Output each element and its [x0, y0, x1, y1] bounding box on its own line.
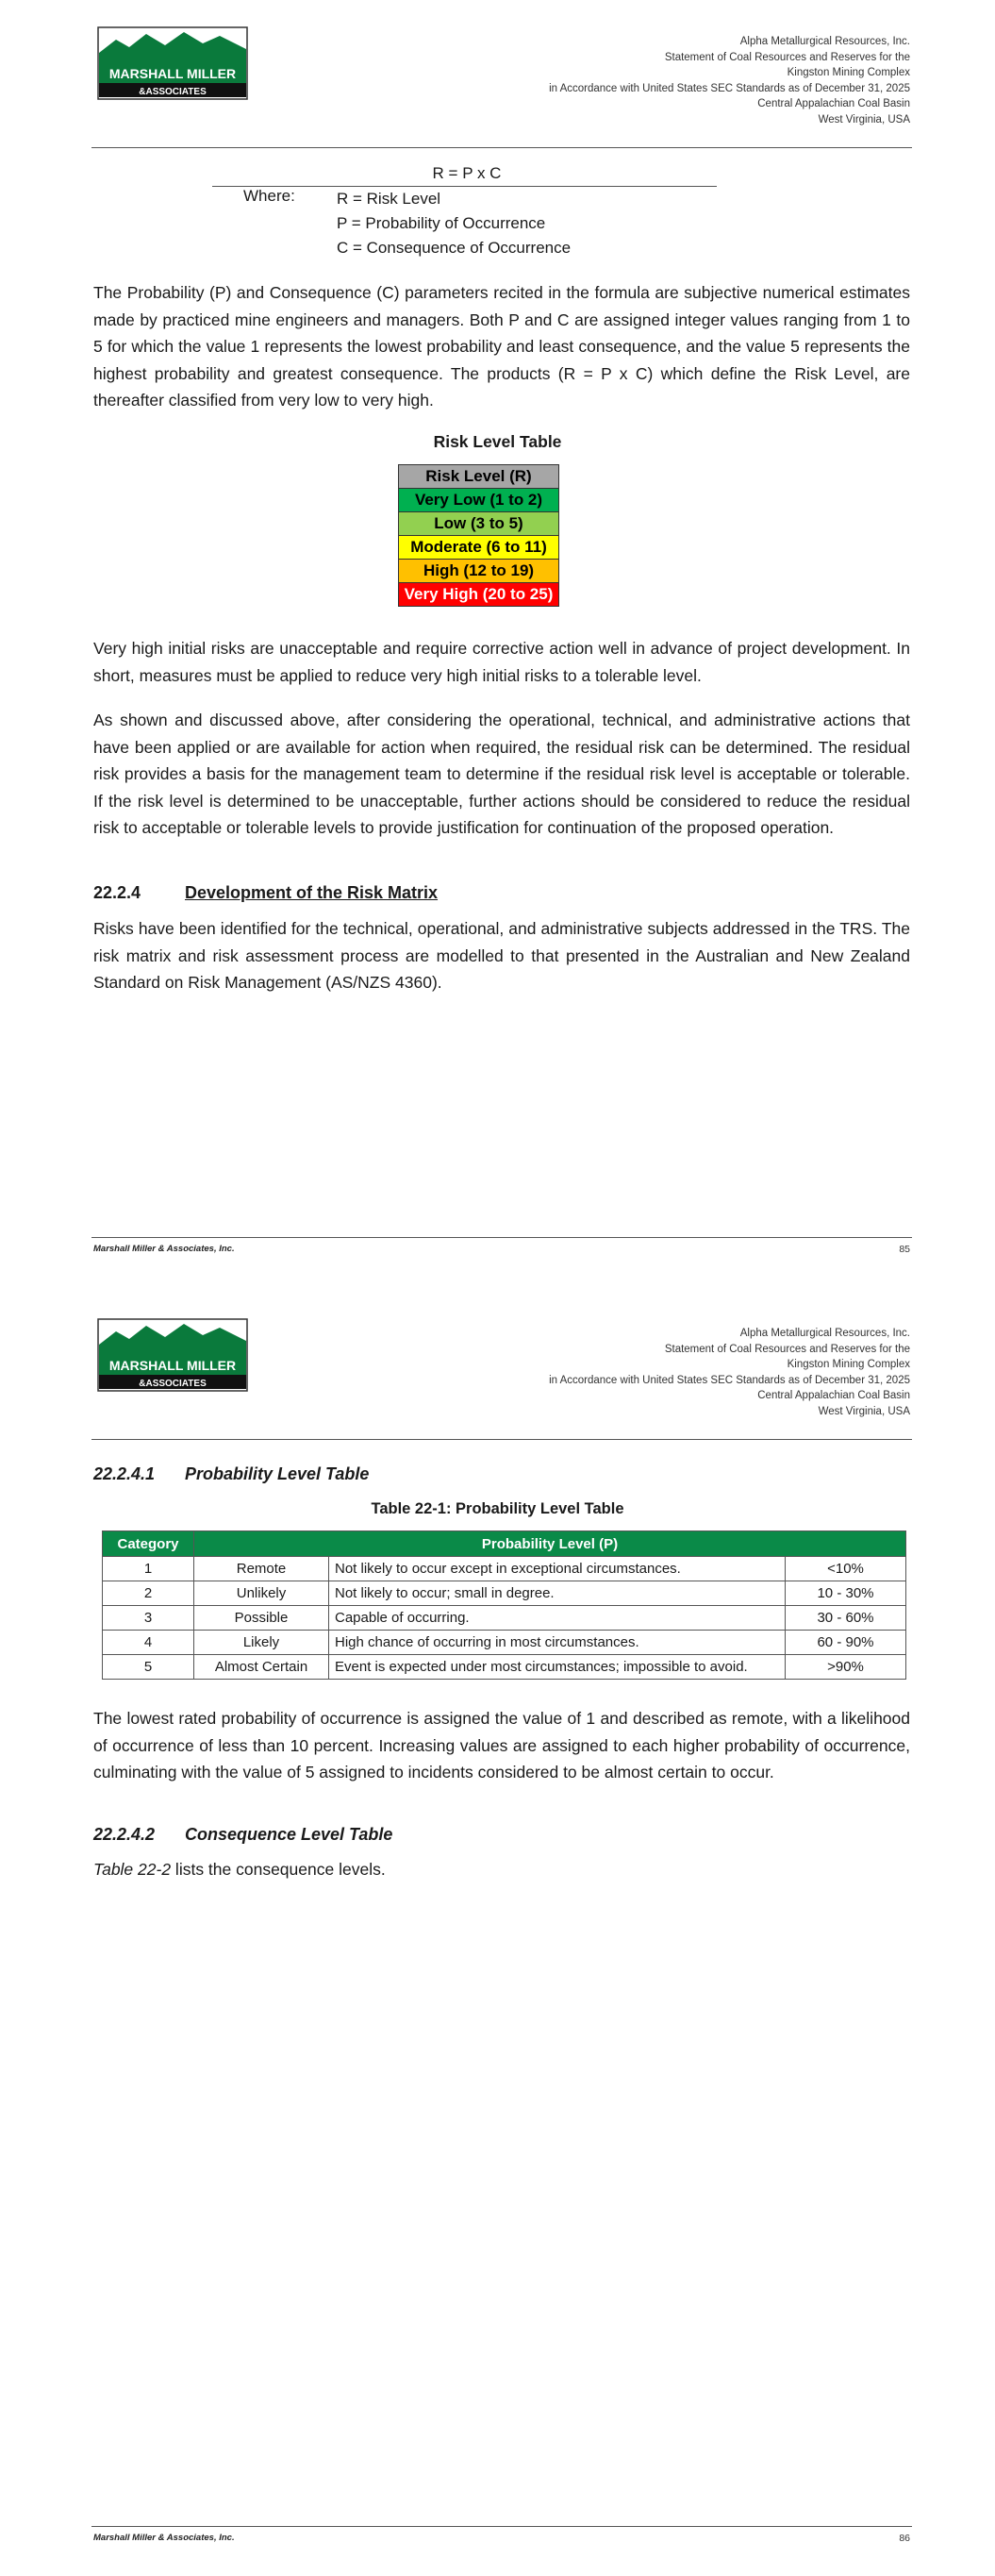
level-cell: Remote: [194, 1557, 329, 1581]
svg-text:MARSHALL MILLER: MARSHALL MILLER: [108, 66, 237, 81]
description-cell: Event is expected under most circumstances; impossible to avoid.: [329, 1655, 786, 1680]
risk-level-cell: Risk Level (R): [399, 465, 559, 489]
footer-firm: Marshall Miller & Associates, Inc.: [93, 2533, 235, 2543]
header-line: in Accordance with United States SEC Standards as of December 31, 2025: [549, 1374, 910, 1386]
risk-table-row: [399, 536, 559, 560]
table-row: [103, 1581, 906, 1606]
svg-text:&ASSOCIATES: &ASSOCIATES: [139, 1379, 207, 1389]
footer-divider: [91, 1237, 912, 1238]
formula-def-probability: P = Probability of Occurrence: [337, 214, 546, 232]
table-row: [103, 1655, 906, 1680]
section-title: Development of the Risk Matrix: [185, 883, 439, 902]
risk-level-table: [398, 464, 559, 607]
table-row: [103, 1557, 906, 1581]
category-cell: 1: [103, 1557, 194, 1581]
table-row: [103, 1631, 906, 1655]
level-cell: Likely: [194, 1631, 329, 1655]
header-company: Alpha Metallurgical Resources, Inc.: [739, 1328, 910, 1339]
document-page-86: [0, 1288, 995, 2576]
paragraph-consequence-reference: [93, 1856, 910, 1883]
range-cell: <10%: [786, 1557, 906, 1581]
svg-text:MARSHALL MILLER: MARSHALL MILLER: [108, 1358, 237, 1373]
range-cell: >90%: [786, 1655, 906, 1680]
formula-equation: R = P x C: [432, 164, 502, 182]
formula-def-risk: R = Risk Level: [337, 190, 441, 208]
header-line: Statement of Coal Resources and Reserves for the: [664, 51, 910, 63]
risk-level-cell: Low (3 to 5): [399, 512, 559, 536]
range-cell: 10 - 30%: [786, 1581, 906, 1606]
description-cell: Capable of occurring.: [329, 1606, 786, 1631]
header-line: in Accordance with United States SEC Standards as of December 31, 2025: [549, 82, 910, 94]
range-cell: 30 - 60%: [786, 1606, 906, 1631]
header-line: Kingston Mining Complex: [787, 1359, 910, 1370]
table-header-row: [103, 1531, 906, 1557]
description-cell: High chance of occurring in most circumstances.: [329, 1631, 786, 1655]
table-reference: Table 22-2: [93, 1860, 172, 1879]
level-cell: Almost Certain: [194, 1655, 329, 1680]
probability-table-caption: Table 22-1: Probability Level Table: [371, 1500, 624, 1517]
probability-level-table: [102, 1531, 906, 1680]
risk-table-row: [399, 489, 559, 512]
paragraph-probability-consequence: The Probability (P) and Consequence (C) parameters recited in the formula are subjective numerical estimates made by practiced mine engineers and managers. Both P and C are assigned integer values ranging from 1 to 5 for which the value 1 represents the lowest probability and least consequence, and the value 5 represents the highest probability and greatest consequence. The products (R = P x C) which define the Risk Level, are thereafter classified from very low to very high.: [93, 283, 910, 410]
risk-level-cell: Very Low (1 to 2): [399, 489, 559, 512]
risk-level-cell: Moderate (6 to 11): [399, 536, 559, 560]
level-cell: Possible: [194, 1606, 329, 1631]
section-title: Probability Level Table: [185, 1464, 370, 1483]
header-line: West Virginia, USA: [818, 1405, 910, 1417]
description-cell: Not likely to occur except in exceptional circumstances.: [329, 1557, 786, 1581]
page-number: 86: [899, 2533, 910, 2544]
marshall-miller-logo: [97, 26, 248, 100]
document-header: [549, 1326, 910, 1419]
header-divider: [91, 1439, 912, 1440]
column-header-category: Category: [103, 1531, 194, 1557]
category-cell: 4: [103, 1631, 194, 1655]
footer-firm: Marshall Miller & Associates, Inc.: [93, 1244, 235, 1254]
table-row: [103, 1606, 906, 1631]
risk-level-cell: Very High (20 to 25): [399, 583, 559, 607]
range-cell: 60 - 90%: [786, 1631, 906, 1655]
document-header: [549, 34, 910, 127]
category-cell: 5: [103, 1655, 194, 1680]
formula-definitions: [337, 187, 571, 260]
risk-level-cell: High (12 to 19): [399, 560, 559, 583]
paragraph-very-high-risks: Very high initial risks are unacceptable and require corrective action well in advance of project development. In short, measures must be applied to reduce very high initial risks to a tolerable level.: [93, 639, 910, 685]
risk-table-row: [399, 560, 559, 583]
header-line: Statement of Coal Resources and Reserves for the: [664, 1343, 910, 1355]
section-number: 22.2.4.1: [93, 1464, 156, 1483]
reference-text: lists the consequence levels.: [171, 1860, 386, 1879]
paragraph-risk-matrix: Risks have been identified for the technical, operational, and administrative subjects addressed in the TRS. The risk matrix and risk assessment process are modelled to that presented in the Australian and New Zealand Standard on Risk Management (AS/NZS 4360).: [93, 919, 910, 992]
risk-table-caption: Risk Level Table: [433, 432, 562, 451]
paragraph-residual-risk: As shown and discussed above, after considering the operational, technical, and administrative actions that have been applied or are available for action when required, the residual risk can be determined. The residual risk provides a basis for the management team to determine if the residual risk level is acceptable or tolerable. If the risk level is determined to be unacceptable, further actions should be considered to reduce the residual risk to acceptable or tolerable levels to provide justification for continuation of the proposed operation.: [93, 711, 910, 837]
page-number: 85: [899, 1244, 910, 1255]
formula-def-consequence: C = Consequence of Occurrence: [337, 239, 572, 257]
marshall-miller-logo: [97, 1318, 248, 1392]
header-divider: [91, 147, 912, 148]
risk-table-row: [399, 512, 559, 536]
section-title: Consequence Level Table: [185, 1825, 393, 1844]
formula-where-label: Where:: [243, 187, 295, 205]
level-cell: Unlikely: [194, 1581, 329, 1606]
paragraph-lowest-probability: The lowest rated probability of occurrence is assigned the value of 1 and described as remote, with a likelihood of occurrence of less than 10 percent. Increasing values are assigned to each higher probability of occurrence, culminating with the value of 5 assigned to incidents considered to be almost certain to occur.: [93, 1709, 910, 1781]
section-number: 22.2.4: [93, 883, 141, 902]
category-cell: 2: [103, 1581, 194, 1606]
section-number: 22.2.4.2: [93, 1825, 156, 1844]
header-line: Central Appalachian Coal Basin: [757, 1390, 910, 1401]
header-line: Kingston Mining Complex: [787, 67, 910, 78]
svg-text:&ASSOCIATES: &ASSOCIATES: [139, 87, 207, 97]
footer-divider: [91, 2526, 912, 2527]
risk-table-row: [399, 583, 559, 607]
risk-table-header-row: [399, 465, 559, 489]
category-cell: 3: [103, 1606, 194, 1631]
header-line: Central Appalachian Coal Basin: [757, 98, 910, 109]
header-company: Alpha Metallurgical Resources, Inc.: [739, 36, 910, 47]
header-line: West Virginia, USA: [818, 113, 910, 125]
description-cell: Not likely to occur; small in degree.: [329, 1581, 786, 1606]
column-header-probability: Probability Level (P): [194, 1531, 906, 1557]
